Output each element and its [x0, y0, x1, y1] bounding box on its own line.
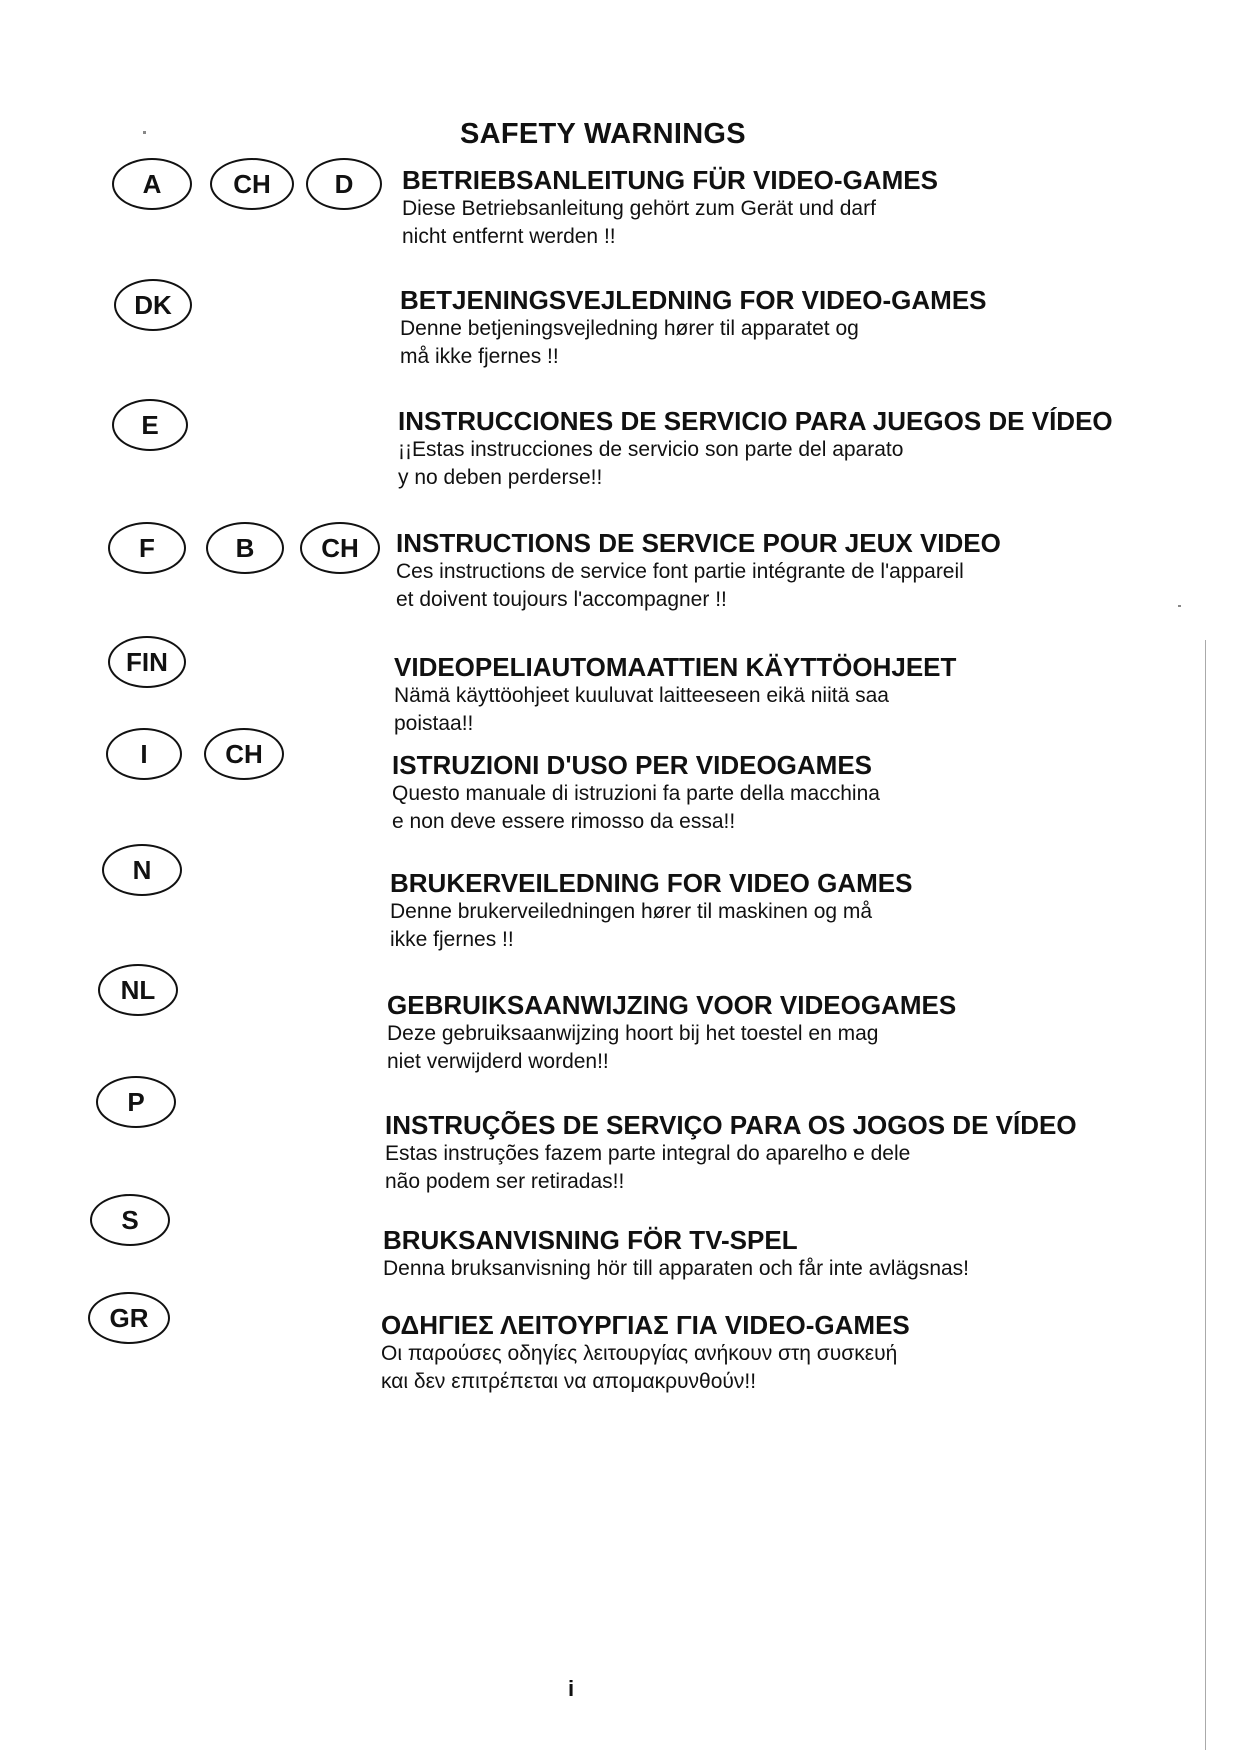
warning-text-block [385, 1110, 1145, 1196]
warning-text-block [390, 868, 1150, 954]
warning-body-line: Questo manuale di istruzioni fa parte della macchina [392, 782, 880, 805]
warning-text-block [396, 528, 1156, 614]
warning-body-line: και δεν επιτρέπεται να απομακρυνθούν!! [381, 1370, 757, 1393]
warning-heading: BRUKSANVISNING FÖR TV-SPEL [383, 1225, 798, 1255]
warning-body-line: Οι παρούσες οδηγίες λειτουργίας ανήκουν στη συσκευή [381, 1342, 898, 1365]
warning-body-line: ikke fjernes !! [390, 928, 514, 951]
country-code-badge: P [96, 1076, 176, 1128]
warning-body-line: y no deben perderse!! [398, 466, 603, 489]
warning-text-block [387, 990, 1147, 1076]
warning-text-block [400, 285, 1160, 371]
warning-body-line: Denne betjeningsvejledning hører til apparatet og [400, 317, 859, 340]
warning-body-line: Denne brukerveiledningen hører til maskinen og må [390, 900, 873, 923]
warning-text-block [402, 165, 1162, 251]
warning-body-line: Diese Betriebsanleitung gehört zum Gerät und darf [402, 197, 876, 220]
page-number: i [568, 1676, 575, 1701]
warning-heading: INSTRUÇÕES DE SERVIÇO PARA OS JOGOS DE VÍDEO [385, 1110, 1077, 1140]
warning-body-line: niet verwijderd worden!! [387, 1050, 609, 1073]
warning-body-line: Estas instruções fazem parte integral do aparelho e dele [385, 1142, 911, 1165]
country-code-badge: CH [204, 728, 284, 780]
warning-body-line: poistaa!! [394, 712, 474, 735]
warning-heading: INSTRUCCIONES DE SERVICIO PARA JUEGOS DE VÍDEO [398, 406, 1113, 436]
warning-text-block [398, 406, 1158, 492]
warning-heading: BETRIEBSANLEITUNG FÜR VIDEO-GAMES [402, 165, 938, 195]
country-code-badge: A [112, 158, 192, 210]
country-code-badge: B [206, 522, 284, 574]
warning-heading: VIDEOPELIAUTOMAATTIEN KÄYTTÖOHJEET [394, 652, 957, 682]
country-code-badge: S [90, 1194, 170, 1246]
country-code-badge: NL [98, 964, 178, 1016]
warning-body-line: Ces instructions de service font partie intégrante de l'appareil [396, 560, 964, 583]
warning-heading: GEBRUIKSAANWIJZING VOOR VIDEOGAMES [387, 990, 957, 1020]
warning-heading: BETJENINGSVEJLEDNING FOR VIDEO-GAMES [400, 285, 987, 315]
scan-edge-line [1205, 640, 1206, 1750]
country-code-badge: FIN [108, 636, 186, 688]
country-code-badge: I [106, 728, 182, 780]
warning-heading: ΟΔΗΓΙΕΣ ΛΕΙΤΟΥΡΓΙΑΣ ΓΙΑ VIDEO-GAMES [381, 1310, 910, 1340]
warning-heading: INSTRUCTIONS DE SERVICE POUR JEUX VIDEO [396, 528, 1001, 558]
country-code-badge: D [306, 158, 382, 210]
warning-text-block [394, 652, 1154, 738]
warning-body-line: et doivent toujours l'accompagner !! [396, 588, 727, 611]
country-code-badge: DK [114, 279, 192, 331]
country-code-badge: E [112, 399, 188, 451]
warning-body-line: Denna bruksanvisning hör till apparaten och får inte avlägsnas! [383, 1257, 970, 1280]
warning-body-line: nicht entfernt werden !! [402, 225, 616, 248]
warning-body-line: Nämä käyttöohjeet kuuluvat laitteeseen eikä niitä saa [394, 684, 889, 707]
warning-body-line: Deze gebruiksaanwijzing hoort bij het toestel en mag [387, 1022, 879, 1045]
warning-heading: ISTRUZIONI D'USO PER VIDEOGAMES [392, 750, 873, 780]
page-title: SAFETY WARNINGS [460, 118, 746, 150]
scan-speck [1178, 605, 1181, 607]
warning-text-block [381, 1310, 1141, 1396]
country-code-badge: GR [88, 1292, 170, 1344]
country-code-badge: CH [300, 522, 380, 574]
warning-heading: BRUKERVEILEDNING FOR VIDEO GAMES [390, 868, 913, 898]
warning-body-line: må ikke fjernes !! [400, 345, 559, 368]
warning-body-line: e non deve essere rimosso da essa!! [392, 810, 736, 833]
warning-body-line: não podem ser retiradas!! [385, 1170, 625, 1193]
scan-speck [143, 131, 146, 134]
warning-text-block [383, 1225, 1143, 1283]
country-code-badge: N [102, 844, 182, 896]
country-code-badge: F [108, 522, 186, 574]
warning-text-block [392, 750, 1152, 836]
country-code-badge: CH [210, 158, 294, 210]
warning-body-line: ¡¡Estas instrucciones de servicio son parte del aparato [398, 438, 904, 461]
